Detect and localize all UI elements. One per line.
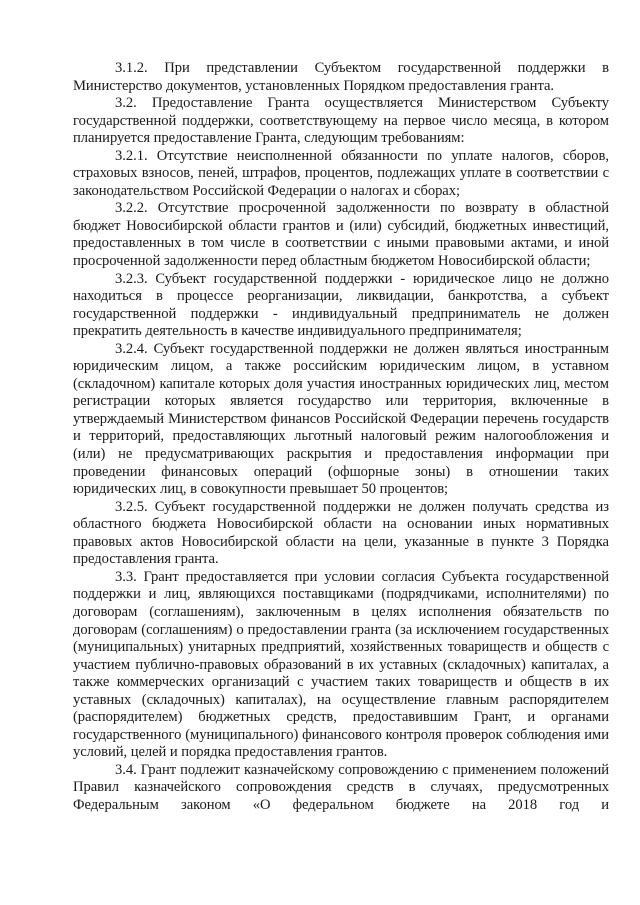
paragraph-3-3: 3.3. Грант предоставляется при условии согласия Субъекта государственной поддержки и лиц, являющихся поставщиками (подрядчиками, исполнителями) по договорам (соглашениям), заключенным в целях исполнения обязательств по договорам (соглашениям) о предоставлении гранта (за исключением государственных (муниципальных) унитарных предприятий, хозяйственных товариществ и обществ с участием публично-правовых образований в их уставных (складочных) капиталах, а также коммерческих организаций с участием таких товариществ и обществ в их уставных (складочных) капиталах), на осуществление главным распорядителем (распорядителем) бюджетных средств, предоставившим Грант, и органами государственного (муниципального) финансового контроля проверок соблюдения ими условий, целей и порядка предоставления грантов. bbox=[73, 568, 609, 761]
paragraph-3-4: 3.4. Грант подлежит казначейскому сопровождению с применением положений Правил казначейского сопровождения средств в случаях, предусмотренных Федеральным законом «О федеральном бюджете на 2018 год и bbox=[73, 761, 609, 813]
paragraph-3-2-5: 3.2.5. Субъект государственной поддержки не должен получать средства из областного бюджета Новосибирской области на основании иных нормативных правовых актов Новосибирской области на цели, указанные в пункте 3 Порядка предоставления гранта. bbox=[73, 498, 609, 568]
paragraph-3-2-3: 3.2.3. Субъект государственной поддержки - юридическое лицо не должно находиться в процессе реорганизации, ликвидации, банкротства, а субъект государственной поддержки - индивидуальный предприниматель не должен прекратить деятельность в качестве индивидуального предпринимателя; bbox=[73, 270, 609, 340]
paragraph-3-2-1: 3.2.1. Отсутствие неисполненной обязанности по уплате налогов, сборов, страховых взносов, пеней, штрафов, процентов, подлежащих уплате в соответствии с законодательством Российской Федерации о налогах и сборах; bbox=[73, 147, 609, 199]
paragraph-3-1-2: 3.1.2. При представлении Субъектом государственной поддержки в Министерство документов, установленных Порядком предоставления гранта. bbox=[73, 60, 609, 94]
document-page bbox=[73, 60, 609, 815]
paragraph-3-2-4: 3.2.4. Субъект государственной поддержки не должен являться иностранным юридическим лицом, а также российским юридическим лицом, в уставном (складочном) капитале которых доля участия иностранных юридических лиц, местом регистрации которых является государство или территория, включенные в утверждаемый Министерством финансов Российской Федерации перечень государств и территорий, предоставляющих льготный налоговый режим налогообложения и (или) не предусматривающих раскрытия и предоставления информации при проведении финансовых операций (офшорные зоны) в отношении таких юридических лиц, в совокупности превышает 50 процентов; bbox=[73, 340, 609, 498]
paragraph-3-2-2: 3.2.2. Отсутствие просроченной задолженности по возврату в областной бюджет Новосибирской области грантов и (или) субсидий, бюджетных инвестиций, предоставленных в том числе в соответствии с иными правовыми актами, и иной просроченной задолженности перед областным бюджетом Новосибирской области; bbox=[73, 200, 609, 270]
paragraph-3-2: 3.2. Предоставление Гранта осуществляется Министерством Субъекту государственной поддержки, соответствующему на первое число месяца, в котором планируется предоставление Гранта, следующим требованиям: bbox=[73, 95, 609, 147]
